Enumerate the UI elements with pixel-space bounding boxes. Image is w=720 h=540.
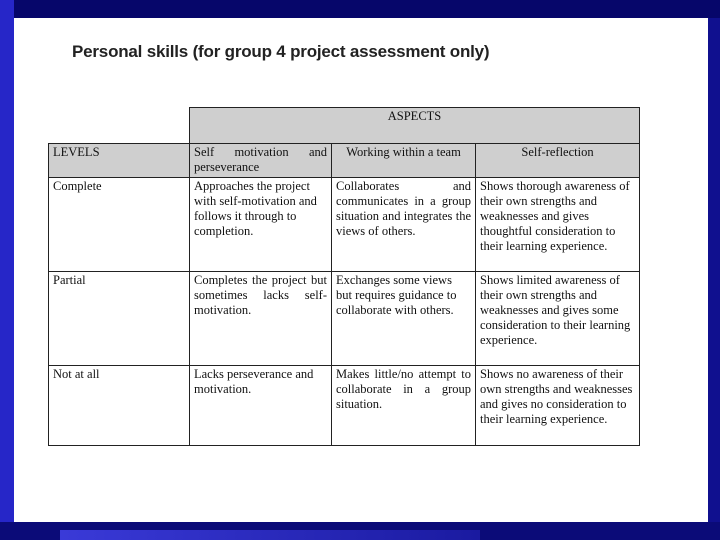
- table-row: [49, 178, 640, 272]
- table-corner-blank: [49, 108, 190, 144]
- left-accent-bar: [0, 0, 14, 540]
- level-label: Complete: [49, 178, 190, 272]
- table-cell: Exchanges some views but requires guidance to collaborate with others.: [332, 272, 476, 366]
- table-cell: Approaches the project with self-motivation and follows it through to completion.: [190, 178, 332, 272]
- assessment-rubric-table: [48, 107, 640, 446]
- table-cell: Shows no awareness of their own strengths and weaknesses and gives no consideration to their learning experience.: [476, 366, 640, 446]
- document-page: [14, 18, 708, 522]
- page-title: Personal skills (for group 4 project assessment only): [72, 42, 490, 61]
- table-row-headers: [49, 144, 640, 178]
- column-header-self-reflection: Self-reflection: [476, 144, 640, 178]
- table-cell: Shows limited awareness of their own strengths and weaknesses and gives some consideration to their learning experience.: [476, 272, 640, 366]
- top-stripe: [0, 0, 720, 18]
- column-header-self-motivation: Self motivation and perseverance: [190, 144, 332, 178]
- bottom-accent-bar: [60, 530, 480, 540]
- table-row-aspects: [49, 108, 640, 144]
- levels-header: LEVELS: [49, 144, 190, 178]
- table-cell: Lacks perseverance and motivation.: [190, 366, 332, 446]
- table-row: [49, 366, 640, 446]
- aspects-header: ASPECTS: [190, 108, 640, 144]
- level-label: Not at all: [49, 366, 190, 446]
- table-row: [49, 272, 640, 366]
- column-header-teamwork: Working within a team: [332, 144, 476, 178]
- table-cell: Collaborates and communicates in a group situation and integrates the views of others.: [332, 178, 476, 272]
- table-cell: Shows thorough awareness of their own strengths and weaknesses and gives thoughtful consideration to their learning experience.: [476, 178, 640, 272]
- table-cell: Makes little/no attempt to collaborate in a group situation.: [332, 366, 476, 446]
- table-cell: Completes the project but sometimes lacks self-motivation.: [190, 272, 332, 366]
- level-label: Partial: [49, 272, 190, 366]
